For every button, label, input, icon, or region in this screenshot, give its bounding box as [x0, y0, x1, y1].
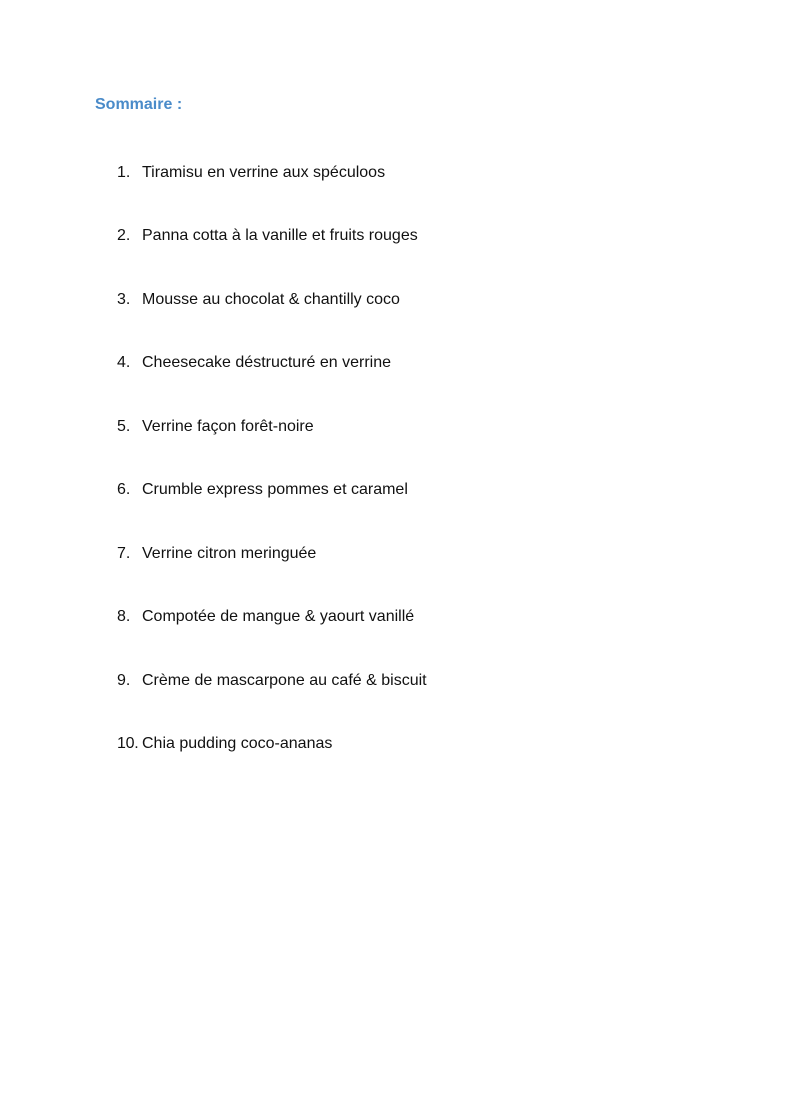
toc-item-number: 8.: [117, 608, 131, 625]
toc-item-label: Compotée de mangue & yaourt vanillé: [142, 608, 415, 625]
toc-item-number: 10.: [117, 735, 139, 752]
toc-item-label: Verrine citron meringuée: [142, 545, 317, 562]
toc-item-label: Verrine façon forêt-noire: [142, 418, 314, 435]
toc-item-number: 7.: [117, 545, 131, 562]
toc-item-number: 6.: [117, 481, 131, 498]
toc-item-number: 9.: [117, 672, 131, 689]
toc-item-label: Cheesecake déstructuré en verrine: [142, 354, 392, 371]
toc-item-number: 1.: [117, 164, 131, 181]
toc-item-number: 3.: [117, 291, 131, 308]
toc-item-label: Tiramisu en verrine aux spéculoos: [142, 164, 386, 181]
page-title: Sommaire :: [95, 96, 183, 113]
toc-item-label: Panna cotta à la vanille et fruits rouges: [142, 227, 418, 244]
toc-item-number: 5.: [117, 418, 131, 435]
toc-item-label: Chia pudding coco-ananas: [142, 735, 333, 752]
toc-item-label: Crème de mascarpone au café & biscuit: [142, 672, 427, 689]
toc-item-number: 4.: [117, 354, 131, 371]
toc-item-label: Mousse au chocolat & chantilly coco: [142, 291, 400, 308]
toc-item-label: Crumble express pommes et caramel: [142, 481, 408, 498]
toc-item-number: 2.: [117, 227, 131, 244]
